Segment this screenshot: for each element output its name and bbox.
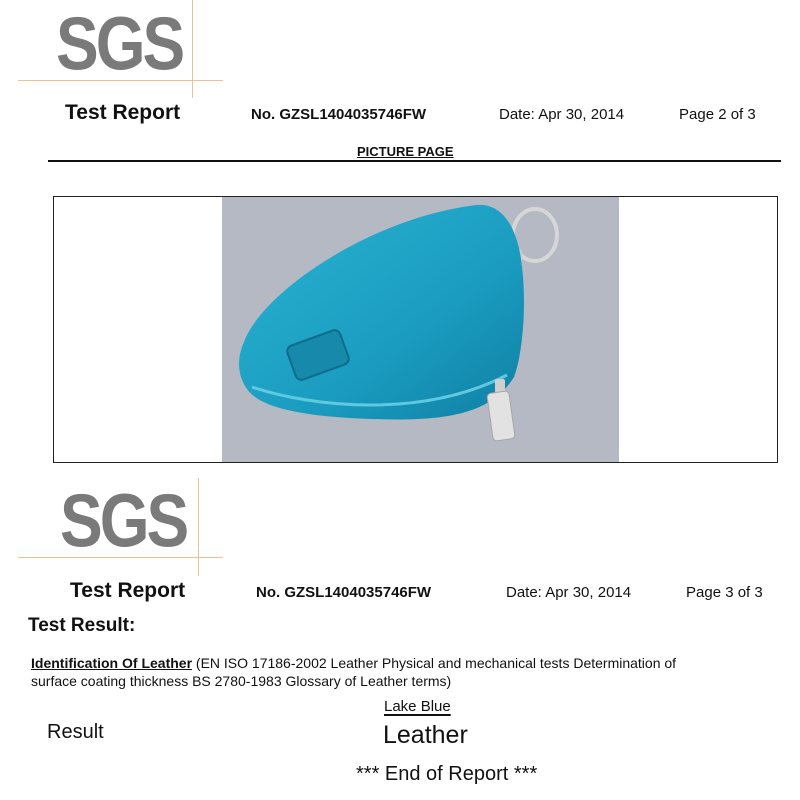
product-photo	[222, 197, 619, 462]
zipper-pull-tag	[487, 391, 515, 442]
report-number: No. GZSL1404035746FW	[251, 106, 427, 123]
header-divider	[48, 160, 781, 162]
test-result-heading: Test Result:	[28, 615, 136, 636]
page-number: Page 2 of 3	[679, 106, 756, 123]
result-value: Leather	[383, 721, 468, 749]
end-of-report: *** End of Report ***	[356, 763, 538, 785]
identification-text-line2: surface coating thickness BS 2780-1983 Glossary of Leather terms)	[31, 673, 452, 689]
identification-label: Identification Of Leather	[31, 655, 193, 671]
picture-page-heading: PICTURE PAGE	[357, 144, 454, 159]
logo-rule-vertical-2	[198, 478, 199, 576]
report-date: Date: Apr 30, 2014	[499, 106, 625, 123]
report-title-2: Test Report	[70, 579, 186, 602]
result-label: Result	[47, 721, 104, 743]
page-number-2: Page 3 of 3	[686, 584, 763, 601]
report-date-2: Date: Apr 30, 2014	[506, 584, 632, 601]
key-pouch-illustration	[222, 197, 619, 462]
logo-rule-vertical	[192, 0, 193, 98]
identification-text-line1: (EN ISO 17186-2002 Leather Physical and mechanical tests Determination of	[192, 655, 677, 671]
sgs-logo: SGS	[56, 1, 183, 87]
sgs-logo-2: SGS	[60, 478, 187, 564]
identification-paragraph	[31, 654, 773, 690]
report-number-2: No. GZSL1404035746FW	[256, 584, 432, 601]
result-color: Lake Blue	[384, 698, 451, 715]
report-title: Test Report	[65, 101, 181, 124]
